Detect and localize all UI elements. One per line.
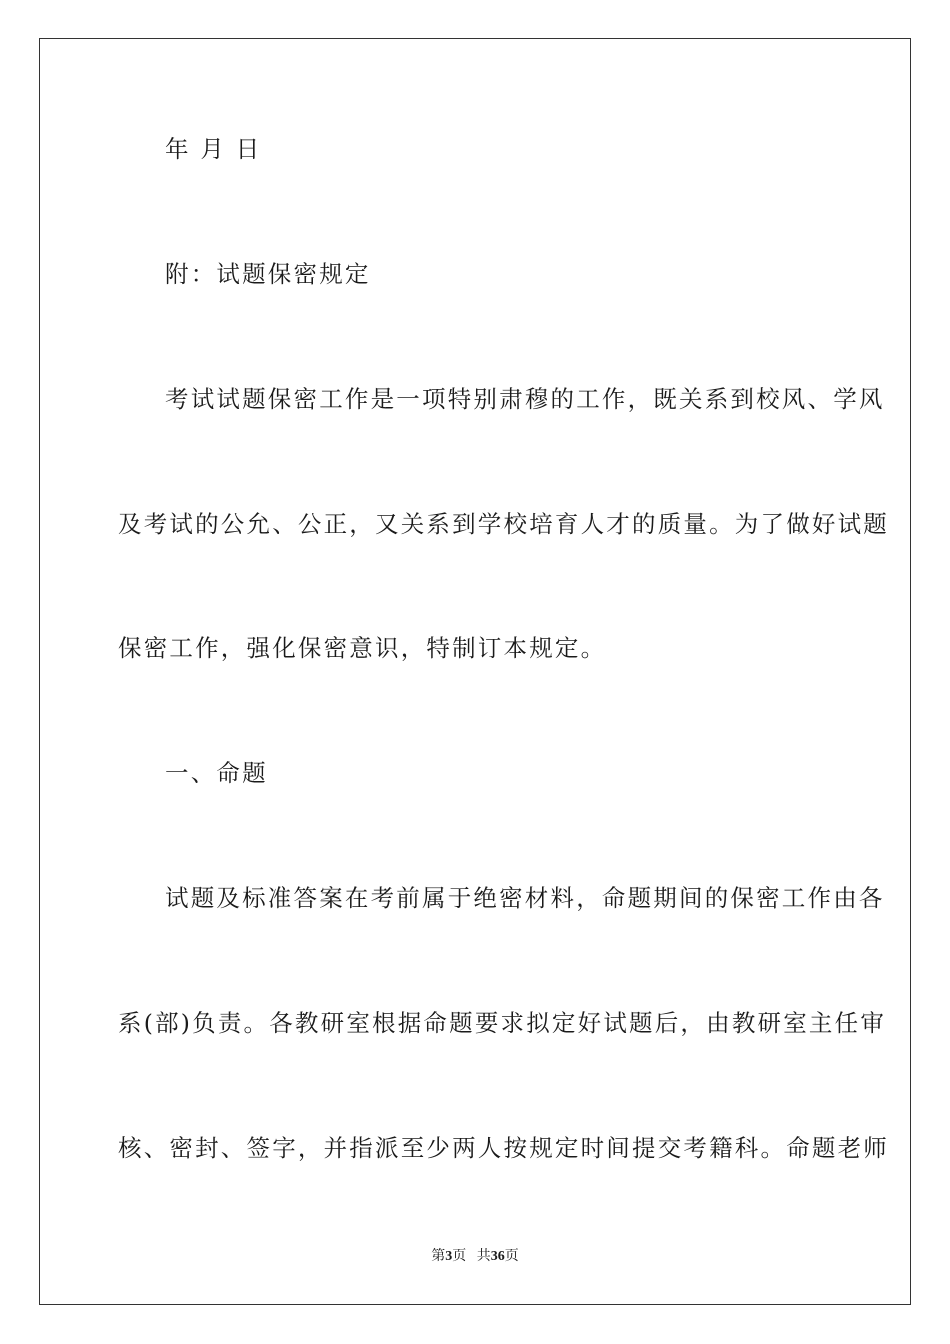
page-suffix: 页	[452, 1249, 467, 1264]
total-suffix: 页	[504, 1249, 519, 1264]
paragraph-line: 核、密封、签字，并指派至少两人按规定时间提交考籍科。命题老师	[118, 1134, 889, 1162]
date-line: 年 月 日	[165, 135, 262, 163]
total-prefix: 共	[476, 1249, 491, 1264]
page-number: 3	[445, 1249, 453, 1264]
paragraph-line: 系(部)负责。各教研室根据命题要求拟定好试题后，由教研室主任审	[118, 1009, 887, 1037]
paragraph-line: 及考试的公允、公正，又关系到学校培育人才的质量。为了做好试题	[118, 510, 889, 538]
paragraph-line: 保密工作，强化保密意识，特制订本规定。	[118, 634, 607, 662]
paragraph-line: 试题及标准答案在考前属于绝密材料，命题期间的保密工作由各	[165, 884, 885, 912]
paragraph-line: 考试试题保密工作是一项特别肃穆的工作，既关系到校风、学风	[165, 385, 885, 413]
section-heading: 一、命题	[165, 759, 268, 787]
page-prefix: 第	[431, 1249, 446, 1264]
page-footer	[0, 1247, 950, 1267]
appendix-title: 附：试题保密规定	[165, 260, 371, 288]
page-border	[39, 38, 911, 1305]
total-pages: 36	[490, 1249, 505, 1264]
